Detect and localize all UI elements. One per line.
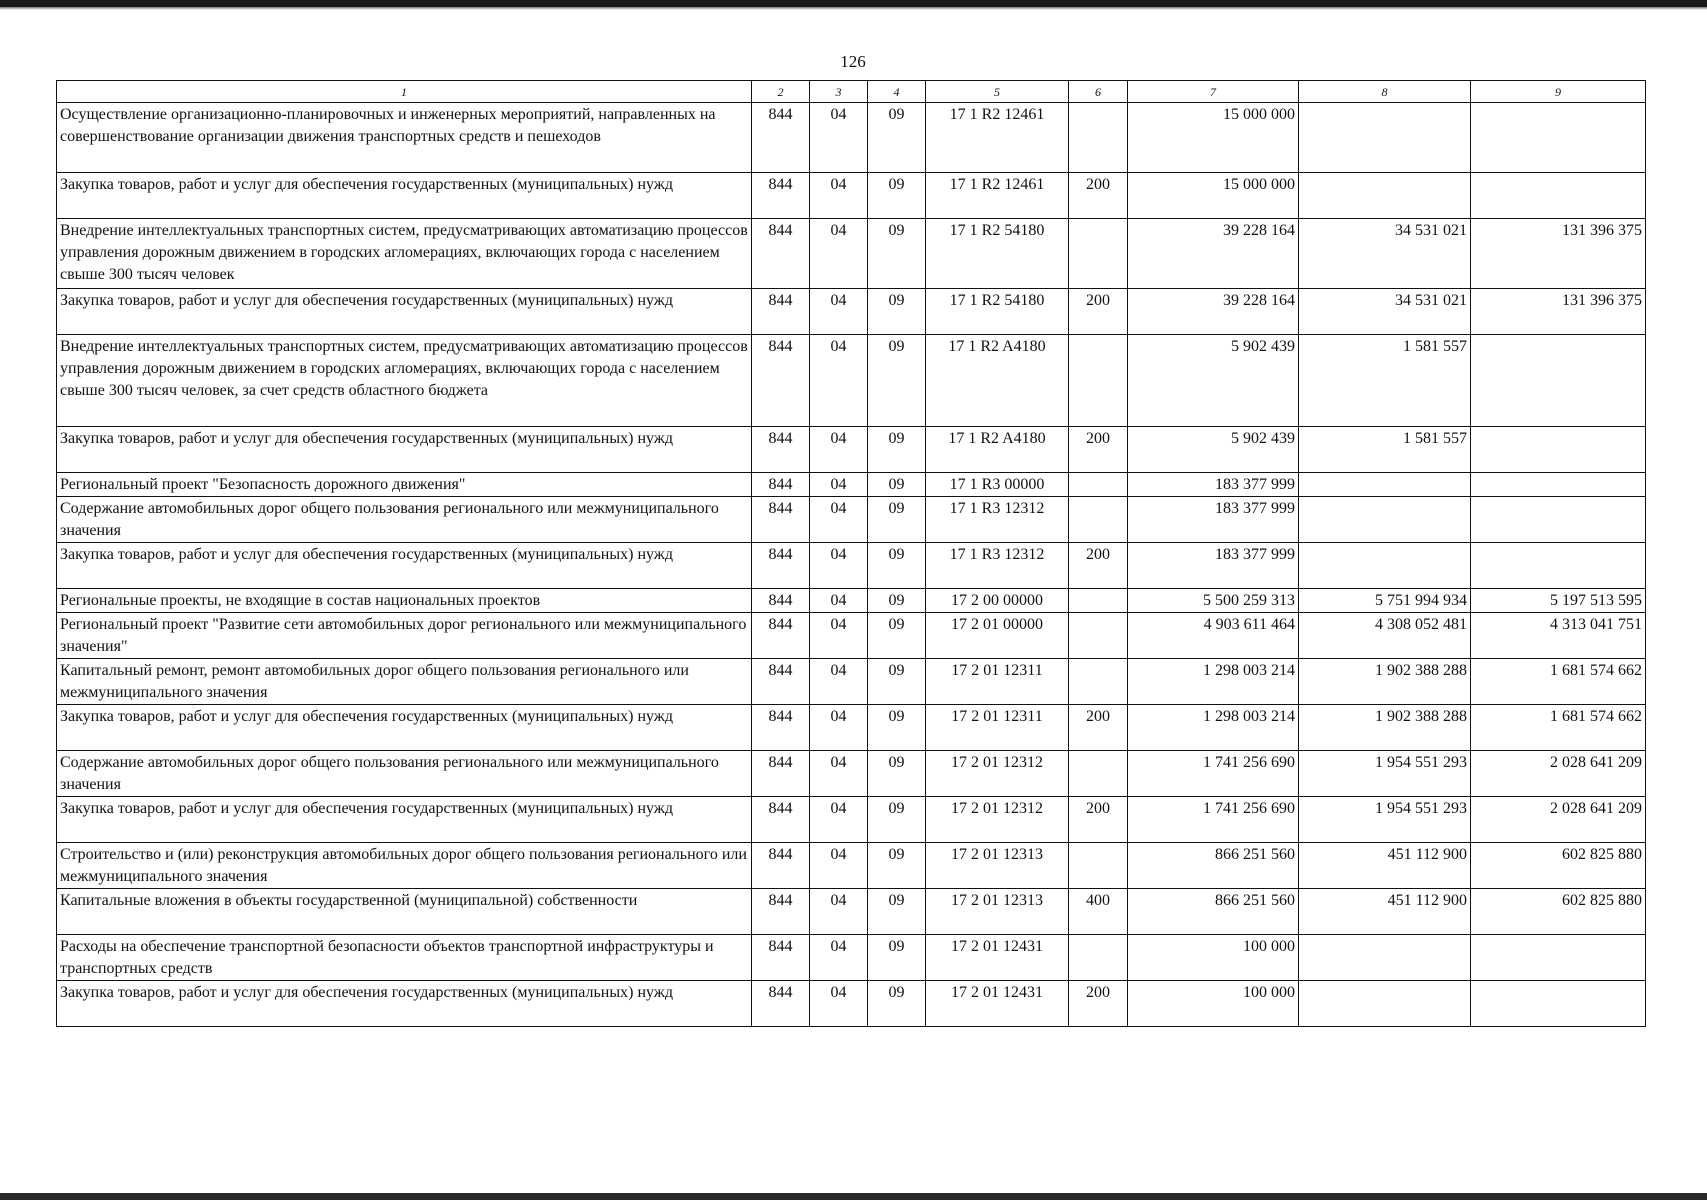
amount-col9-cell: 131 396 375: [1471, 289, 1646, 335]
amount-col8-cell: [1299, 935, 1471, 981]
expense-type-cell: 200: [1069, 289, 1128, 335]
description-cell: Закупка товаров, работ и услуг для обеспечения государственных (муниципальных) нужд: [57, 705, 752, 751]
expense-type-cell: [1069, 751, 1128, 797]
column-number-row: [57, 81, 1646, 103]
amount-col8-cell: [1299, 543, 1471, 589]
subsection-cell: 09: [868, 103, 926, 173]
amount-col7-cell: 1 741 256 690: [1128, 751, 1299, 797]
admin-code-cell: 844: [752, 497, 810, 543]
description-cell: Осуществление организационно-планировочных и инженерных мероприятий, направленных на совершенствование организации движения транспортных средств и пешеходов: [57, 103, 752, 173]
amount-col9-cell: [1471, 935, 1646, 981]
amount-col9-cell: [1471, 473, 1646, 497]
target-item-cell: 17 2 01 12311: [926, 659, 1069, 705]
expense-type-cell: 200: [1069, 543, 1128, 589]
amount-col8-cell: 5 751 994 934: [1299, 589, 1471, 613]
table-row: [57, 843, 1646, 889]
table-row: [57, 613, 1646, 659]
admin-code-cell: 844: [752, 473, 810, 497]
section-cell: 04: [810, 843, 868, 889]
amount-col9-cell: 2 028 641 209: [1471, 751, 1646, 797]
subsection-cell: 09: [868, 935, 926, 981]
amount-col7-cell: 866 251 560: [1128, 889, 1299, 935]
subsection-cell: 09: [868, 889, 926, 935]
target-item-cell: 17 2 01 12431: [926, 935, 1069, 981]
expense-type-cell: 200: [1069, 981, 1128, 1027]
section-cell: 04: [810, 659, 868, 705]
section-cell: 04: [810, 173, 868, 219]
subsection-cell: 09: [868, 543, 926, 589]
description-cell: Закупка товаров, работ и услуг для обеспечения государственных (муниципальных) нужд: [57, 427, 752, 473]
column-header: 5: [926, 81, 1069, 103]
admin-code-cell: 844: [752, 613, 810, 659]
expense-type-cell: 200: [1069, 705, 1128, 751]
subsection-cell: 09: [868, 843, 926, 889]
target-item-cell: 17 2 01 12312: [926, 797, 1069, 843]
budget-table: [56, 80, 1646, 1027]
description-cell: Закупка товаров, работ и услуг для обеспечения государственных (муниципальных) нужд: [57, 289, 752, 335]
column-header: 8: [1299, 81, 1471, 103]
admin-code-cell: 844: [752, 427, 810, 473]
description-cell: Закупка товаров, работ и услуг для обеспечения государственных (муниципальных) нужд: [57, 173, 752, 219]
expense-type-cell: [1069, 613, 1128, 659]
description-cell: Внедрение интеллектуальных транспортных систем, предусматривающих автоматизацию процессов управления дорожным движением в городских агломерациях, включающих города с населением свыше 300 тысяч человек, за счет средств областного бюджета: [57, 335, 752, 427]
amount-col8-cell: 1 954 551 293: [1299, 751, 1471, 797]
amount-col7-cell: 1 741 256 690: [1128, 797, 1299, 843]
description-cell: Региональный проект "Безопасность дорожного движения": [57, 473, 752, 497]
expense-type-cell: 200: [1069, 427, 1128, 473]
admin-code-cell: 844: [752, 173, 810, 219]
table-row: [57, 473, 1646, 497]
description-cell: Закупка товаров, работ и услуг для обеспечения государственных (муниципальных) нужд: [57, 981, 752, 1027]
amount-col8-cell: [1299, 173, 1471, 219]
subsection-cell: 09: [868, 427, 926, 473]
target-item-cell: 17 2 01 12311: [926, 705, 1069, 751]
table-row: [57, 289, 1646, 335]
amount-col8-cell: 451 112 900: [1299, 889, 1471, 935]
admin-code-cell: 844: [752, 751, 810, 797]
amount-col8-cell: 1 581 557: [1299, 427, 1471, 473]
description-cell: Региональный проект "Развитие сети автомобильных дорог регионального или межмуниципального значения": [57, 613, 752, 659]
amount-col8-cell: [1299, 981, 1471, 1027]
expense-type-cell: [1069, 497, 1128, 543]
amount-col7-cell: 183 377 999: [1128, 497, 1299, 543]
table-row: [57, 335, 1646, 427]
amount-col8-cell: 1 902 388 288: [1299, 659, 1471, 705]
table-row: [57, 427, 1646, 473]
amount-col7-cell: 5 902 439: [1128, 335, 1299, 427]
admin-code-cell: 844: [752, 543, 810, 589]
section-cell: 04: [810, 797, 868, 843]
expense-type-cell: [1069, 335, 1128, 427]
subsection-cell: 09: [868, 497, 926, 543]
subsection-cell: 09: [868, 219, 926, 289]
subsection-cell: 09: [868, 659, 926, 705]
amount-col7-cell: 15 000 000: [1128, 173, 1299, 219]
table-row: [57, 497, 1646, 543]
table-row: [57, 543, 1646, 589]
description-cell: Расходы на обеспечение транспортной безопасности объектов транспортной инфраструктуры и транспортных средств: [57, 935, 752, 981]
admin-code-cell: 844: [752, 935, 810, 981]
amount-col9-cell: 602 825 880: [1471, 843, 1646, 889]
amount-col7-cell: 1 298 003 214: [1128, 705, 1299, 751]
amount-col9-cell: 602 825 880: [1471, 889, 1646, 935]
amount-col8-cell: [1299, 497, 1471, 543]
section-cell: 04: [810, 473, 868, 497]
amount-col9-cell: 131 396 375: [1471, 219, 1646, 289]
target-item-cell: 17 1 R3 12312: [926, 497, 1069, 543]
amount-col8-cell: 1 581 557: [1299, 335, 1471, 427]
table-row: [57, 751, 1646, 797]
subsection-cell: 09: [868, 705, 926, 751]
target-item-cell: 17 2 01 00000: [926, 613, 1069, 659]
subsection-cell: 09: [868, 289, 926, 335]
subsection-cell: 09: [868, 797, 926, 843]
expense-type-cell: [1069, 843, 1128, 889]
expense-type-cell: [1069, 103, 1128, 173]
amount-col7-cell: 100 000: [1128, 935, 1299, 981]
admin-code-cell: 844: [752, 843, 810, 889]
section-cell: 04: [810, 981, 868, 1027]
admin-code-cell: 844: [752, 103, 810, 173]
scan-top-edge-shadow: [0, 7, 1707, 10]
description-cell: Региональные проекты, не входящие в состав национальных проектов: [57, 589, 752, 613]
amount-col9-cell: [1471, 103, 1646, 173]
amount-col8-cell: [1299, 103, 1471, 173]
admin-code-cell: 844: [752, 981, 810, 1027]
subsection-cell: 09: [868, 173, 926, 219]
expense-type-cell: [1069, 589, 1128, 613]
column-header: 9: [1471, 81, 1646, 103]
page-number: 126: [840, 52, 866, 71]
column-header: 3: [810, 81, 868, 103]
column-header: 4: [868, 81, 926, 103]
target-item-cell: 17 1 R2 A4180: [926, 427, 1069, 473]
subsection-cell: 09: [868, 473, 926, 497]
subsection-cell: 09: [868, 751, 926, 797]
admin-code-cell: 844: [752, 589, 810, 613]
table-row: [57, 219, 1646, 289]
section-cell: 04: [810, 705, 868, 751]
subsection-cell: 09: [868, 335, 926, 427]
amount-col7-cell: 39 228 164: [1128, 289, 1299, 335]
table-row: [57, 889, 1646, 935]
amount-col8-cell: 1 902 388 288: [1299, 705, 1471, 751]
expense-type-cell: [1069, 935, 1128, 981]
table-row: [57, 935, 1646, 981]
target-item-cell: 17 2 01 12312: [926, 751, 1069, 797]
table-row: [57, 589, 1646, 613]
amount-col9-cell: [1471, 543, 1646, 589]
section-cell: 04: [810, 543, 868, 589]
subsection-cell: 09: [868, 981, 926, 1027]
amount-col8-cell: 34 531 021: [1299, 219, 1471, 289]
table-row: [57, 981, 1646, 1027]
section-cell: 04: [810, 935, 868, 981]
target-item-cell: 17 1 R2 12461: [926, 173, 1069, 219]
table-row: [57, 705, 1646, 751]
table-row: [57, 797, 1646, 843]
target-item-cell: 17 2 01 12313: [926, 889, 1069, 935]
amount-col9-cell: 1 681 574 662: [1471, 659, 1646, 705]
section-cell: 04: [810, 103, 868, 173]
subsection-cell: 09: [868, 613, 926, 659]
scan-bottom-edge: [0, 1193, 1707, 1200]
target-item-cell: 17 1 R2 54180: [926, 289, 1069, 335]
amount-col7-cell: 183 377 999: [1128, 543, 1299, 589]
admin-code-cell: 844: [752, 335, 810, 427]
amount-col8-cell: 451 112 900: [1299, 843, 1471, 889]
amount-col8-cell: 4 308 052 481: [1299, 613, 1471, 659]
admin-code-cell: 844: [752, 289, 810, 335]
amount-col7-cell: 4 903 611 464: [1128, 613, 1299, 659]
expense-type-cell: [1069, 219, 1128, 289]
amount-col9-cell: [1471, 981, 1646, 1027]
description-cell: Содержание автомобильных дорог общего пользования регионального или межмуниципального значения: [57, 497, 752, 543]
table-row: [57, 103, 1646, 173]
section-cell: 04: [810, 889, 868, 935]
target-item-cell: 17 2 01 12313: [926, 843, 1069, 889]
amount-col9-cell: 4 313 041 751: [1471, 613, 1646, 659]
description-cell: Закупка товаров, работ и услуг для обеспечения государственных (муниципальных) нужд: [57, 797, 752, 843]
admin-code-cell: 844: [752, 889, 810, 935]
amount-col7-cell: 39 228 164: [1128, 219, 1299, 289]
scan-top-edge: [0, 0, 1707, 7]
amount-col7-cell: 1 298 003 214: [1128, 659, 1299, 705]
section-cell: 04: [810, 589, 868, 613]
section-cell: 04: [810, 289, 868, 335]
target-item-cell: 17 2 01 12431: [926, 981, 1069, 1027]
amount-col7-cell: 5 500 259 313: [1128, 589, 1299, 613]
column-header: 6: [1069, 81, 1128, 103]
section-cell: 04: [810, 427, 868, 473]
description-cell: Строительство и (или) реконструкция автомобильных дорог общего пользования регионального или межмуниципального значения: [57, 843, 752, 889]
amount-col7-cell: 5 902 439: [1128, 427, 1299, 473]
column-header: 7: [1128, 81, 1299, 103]
amount-col9-cell: 5 197 513 595: [1471, 589, 1646, 613]
target-item-cell: 17 1 R2 A4180: [926, 335, 1069, 427]
amount-col8-cell: 1 954 551 293: [1299, 797, 1471, 843]
description-cell: Внедрение интеллектуальных транспортных систем, предусматривающих автоматизацию процессов управления дорожным движением в городских агломерациях, включающих города с населением свыше 300 тысяч человек: [57, 219, 752, 289]
amount-col7-cell: 15 000 000: [1128, 103, 1299, 173]
amount-col7-cell: 183 377 999: [1128, 473, 1299, 497]
amount-col7-cell: 100 000: [1128, 981, 1299, 1027]
description-cell: Закупка товаров, работ и услуг для обеспечения государственных (муниципальных) нужд: [57, 543, 752, 589]
column-header: 1: [57, 81, 752, 103]
section-cell: 04: [810, 335, 868, 427]
amount-col9-cell: [1471, 497, 1646, 543]
section-cell: 04: [810, 613, 868, 659]
admin-code-cell: 844: [752, 659, 810, 705]
section-cell: 04: [810, 497, 868, 543]
description-cell: Капитальные вложения в объекты государственной (муниципальной) собственности: [57, 889, 752, 935]
admin-code-cell: 844: [752, 705, 810, 751]
expense-type-cell: 200: [1069, 797, 1128, 843]
amount-col9-cell: 1 681 574 662: [1471, 705, 1646, 751]
amount-col8-cell: 34 531 021: [1299, 289, 1471, 335]
target-item-cell: 17 2 00 00000: [926, 589, 1069, 613]
admin-code-cell: 844: [752, 797, 810, 843]
table-row: [57, 659, 1646, 705]
target-item-cell: 17 1 R3 12312: [926, 543, 1069, 589]
expense-type-cell: 200: [1069, 173, 1128, 219]
subsection-cell: 09: [868, 589, 926, 613]
table-row: [57, 173, 1646, 219]
description-cell: Капитальный ремонт, ремонт автомобильных дорог общего пользования регионального или межмуниципального значения: [57, 659, 752, 705]
expense-type-cell: [1069, 473, 1128, 497]
description-cell: Содержание автомобильных дорог общего пользования регионального или межмуниципального значения: [57, 751, 752, 797]
target-item-cell: 17 1 R2 12461: [926, 103, 1069, 173]
amount-col9-cell: [1471, 427, 1646, 473]
admin-code-cell: 844: [752, 219, 810, 289]
section-cell: 04: [810, 219, 868, 289]
amount-col8-cell: [1299, 473, 1471, 497]
amount-col9-cell: [1471, 173, 1646, 219]
amount-col9-cell: [1471, 335, 1646, 427]
target-item-cell: 17 1 R3 00000: [926, 473, 1069, 497]
expense-type-cell: 400: [1069, 889, 1128, 935]
column-header: 2: [752, 81, 810, 103]
target-item-cell: 17 1 R2 54180: [926, 219, 1069, 289]
section-cell: 04: [810, 751, 868, 797]
expense-type-cell: [1069, 659, 1128, 705]
amount-col9-cell: 2 028 641 209: [1471, 797, 1646, 843]
amount-col7-cell: 866 251 560: [1128, 843, 1299, 889]
